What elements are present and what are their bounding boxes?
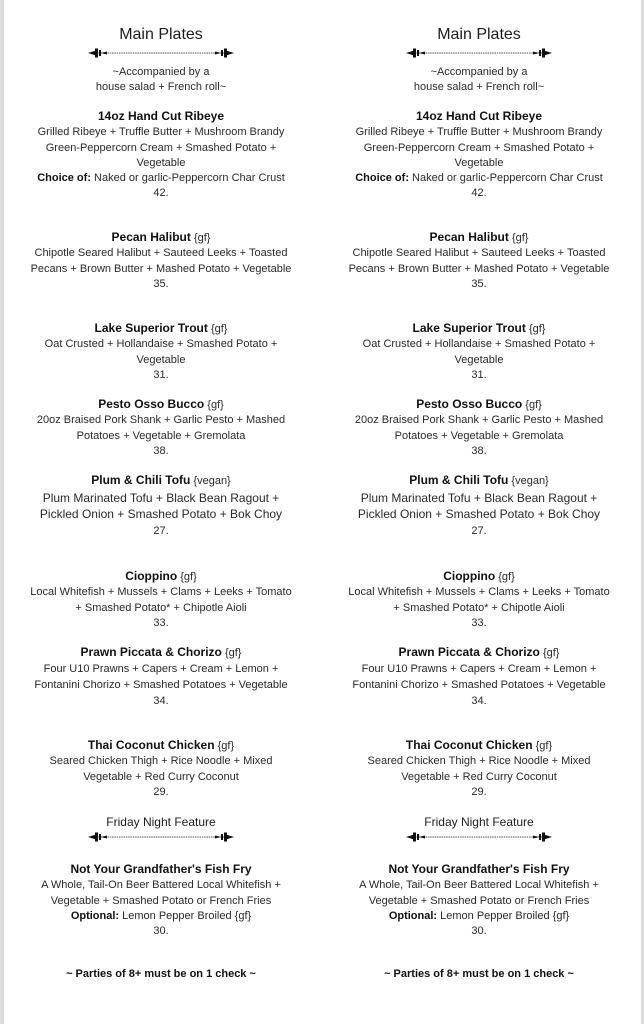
menu-item-prawn-piccata [348,644,610,709]
item-name: Lake Superior Trout [94,321,208,335]
menu-item-thai-coconut-chicken [30,738,292,800]
item-option-text: Lemon Pepper Broiled {gf} [437,909,570,922]
item-description: Oat Crusted + Hollandaise + Smashed Potato + Vegetable [362,338,596,366]
menu-item-plum-chili-tofu [348,472,610,539]
item-description: Four U10 Prawns + Capers + Cream + Lemon + Fontanini Chorizo + Smashed Potatoes + Vegetable [34,663,288,691]
menu-item-pecan-halibut [348,230,610,292]
item-name: Plum & Chili Tofu [409,473,509,487]
ornamental-divider-icon [404,46,554,60]
item-price: 31. [153,368,169,381]
menu-item-pesto-osso-bucco [348,397,610,459]
subtitle-line-2: house salad + French roll~ [95,81,227,93]
item-diet-tag: {gf} [207,323,228,335]
item-diet-tag: {vegan} [190,475,231,487]
item-name: Thai Coconut Chicken [405,738,533,752]
item-name: Plum & Chili Tofu [91,473,191,487]
item-name: Pecan Halibut [111,230,191,244]
item-option-text: Lemon Pepper Broiled {gf} [119,909,252,922]
item-name: Cioppino [125,569,178,583]
item-name: Pecan Halibut [429,230,509,244]
item-price: 30. [153,925,169,938]
item-description: Four U10 Prawns + Capers + Cream + Lemon + Fontanini Chorizo + Smashed Potatoes + Vegetable [352,663,606,691]
menu-item-lake-superior-trout [348,321,610,383]
feature-title: Friday Night Feature [424,815,534,829]
feature-title: Friday Night Feature [106,815,216,829]
item-price: 29. [153,785,169,798]
item-description: 20oz Braised Pork Shank + Garlic Pesto + Mashed Potatoes + Vegetable + Gremolata [36,414,286,442]
menu-item-fish-fry [348,862,610,939]
item-price: 33. [153,616,169,629]
item-option-text: Naked or garlic-Peppercorn Char Crust [408,172,603,185]
item-price: 27. [471,524,487,537]
item-name: Cioppino [443,569,496,583]
item-price: 42. [153,187,169,200]
menu-item-pecan-halibut [30,230,292,292]
item-option-label: Optional: [388,909,438,922]
item-price: 34. [153,695,169,707]
item-description: Grilled Ribeye + Truffle Butter + Mushroom Brandy Green-Peppercorn Cream + Smashed Potato + Vegetable [355,126,603,169]
item-description: Seared Chicken Thigh + Rice Noodle + Mixed Vegetable + Red Curry Coconut [367,755,591,783]
menu-item-fish-fry [30,862,292,939]
menu-item-cioppino [30,569,292,631]
menu-item-lake-superior-trout [30,321,292,383]
item-price: 38. [471,444,487,457]
item-price: 27. [153,524,169,537]
item-diet-tag: {gf} [221,647,242,659]
item-option-label: Optional: [70,909,120,922]
item-description: A Whole, Tail-On Beer Battered Local Whitefish + Vegetable + Smashed Potato or French Fries [359,879,599,907]
menu-item-cioppino [348,569,610,631]
item-price: 33. [471,616,487,629]
subtitle-line-2: house salad + French roll~ [413,81,545,93]
item-diet-tag: {gf} [214,740,235,752]
menu-item-plum-chili-tofu [30,472,292,539]
item-description: Chipotle Seared Halibut + Sauteed Leeks + Toasted Pecans + Brown Butter + Mashed Potato + Vegetable [30,247,292,275]
ornamental-divider-icon [86,830,236,844]
item-description: Oat Crusted + Hollandaise + Smashed Potato + Vegetable [44,338,278,366]
item-price: 31. [471,368,487,381]
item-name: Pesto Osso Bucco [98,397,205,411]
menu-page-right [318,0,640,1024]
footer-note: ~ Parties of 8+ must be on 1 check ~ [66,968,256,980]
section-title: Main Plates [437,26,521,43]
item-diet-tag: {gf} [522,399,542,411]
item-name: Prawn Piccata & Chorizo [398,645,540,659]
item-diet-tag: {gf} [495,571,515,583]
item-name: Thai Coconut Chicken [87,738,215,752]
subtitle-line-1: ~Accompanied by a [112,66,210,78]
item-name: Not Your Grandfather's Fish Fry [388,862,570,876]
section-title: Main Plates [119,26,203,43]
item-description: 20oz Braised Pork Shank + Garlic Pesto + Mashed Potatoes + Vegetable + Gremolata [354,414,604,442]
item-diet-tag: {gf} [532,740,553,752]
item-price: 38. [153,444,169,457]
menu-subtitle [0,65,322,95]
item-name: Prawn Piccata & Chorizo [80,645,222,659]
item-option-label: Choice of: [37,172,91,185]
item-description: Chipotle Seared Halibut + Sauteed Leeks + Toasted Pecans + Brown Butter + Mashed Potato + Vegetable [348,247,610,275]
item-option-label: Choice of: [355,172,409,185]
item-name: Pesto Osso Bucco [416,397,523,411]
menu-item-ribeye [348,109,610,202]
item-description: Seared Chicken Thigh + Rice Noodle + Mixed Vegetable + Red Curry Coconut [49,755,273,783]
item-name: 14oz Hand Cut Ribeye [97,109,225,123]
footer-note: ~ Parties of 8+ must be on 1 check ~ [384,968,574,980]
item-option-text: Naked or garlic-Peppercorn Char Crust [90,172,285,185]
item-name: Not Your Grandfather's Fish Fry [70,862,252,876]
item-diet-tag: {gf} [508,232,529,244]
ornamental-divider-icon [404,830,554,844]
item-price: 30. [471,925,487,938]
menu-subtitle [318,65,640,95]
menu-item-thai-coconut-chicken [348,738,610,800]
item-diet-tag: {gf} [204,399,224,411]
item-price: 34. [471,695,487,707]
item-price: 42. [471,187,487,200]
item-diet-tag: {vegan} [508,475,549,487]
item-price: 29. [471,785,487,798]
item-description: Plum Marinated Tofu + Black Bean Ragout + Pickled Onion + Smashed Potato + Bok Choy [357,490,601,521]
item-diet-tag: {gf} [525,323,546,335]
item-diet-tag: {gf} [177,571,197,583]
item-description: Grilled Ribeye + Truffle Butter + Mushroom Brandy Green-Peppercorn Cream + Smashed Potato + Vegetable [37,126,285,169]
item-name: Lake Superior Trout [412,321,526,335]
subtitle-line-1: ~Accompanied by a [430,66,528,78]
item-description: Plum Marinated Tofu + Black Bean Ragout + Pickled Onion + Smashed Potato + Bok Choy [39,490,283,521]
item-description: A Whole, Tail-On Beer Battered Local Whitefish + Vegetable + Smashed Potato or French Fries [41,879,281,907]
menu-item-pesto-osso-bucco [30,397,292,459]
item-diet-tag: {gf} [190,232,211,244]
item-price: 35. [471,277,487,290]
item-description: Local Whitefish + Mussels + Clams + Leeks + Tomato + Smashed Potato* + Chipotle Aioli [348,586,610,614]
item-name: 14oz Hand Cut Ribeye [415,109,543,123]
item-description: Local Whitefish + Mussels + Clams + Leeks + Tomato + Smashed Potato* + Chipotle Aioli [30,586,292,614]
menu-item-prawn-piccata [30,644,292,709]
ornamental-divider-icon [86,46,236,60]
item-diet-tag: {gf} [539,647,560,659]
item-price: 35. [153,277,169,290]
menu-item-ribeye [30,109,292,202]
